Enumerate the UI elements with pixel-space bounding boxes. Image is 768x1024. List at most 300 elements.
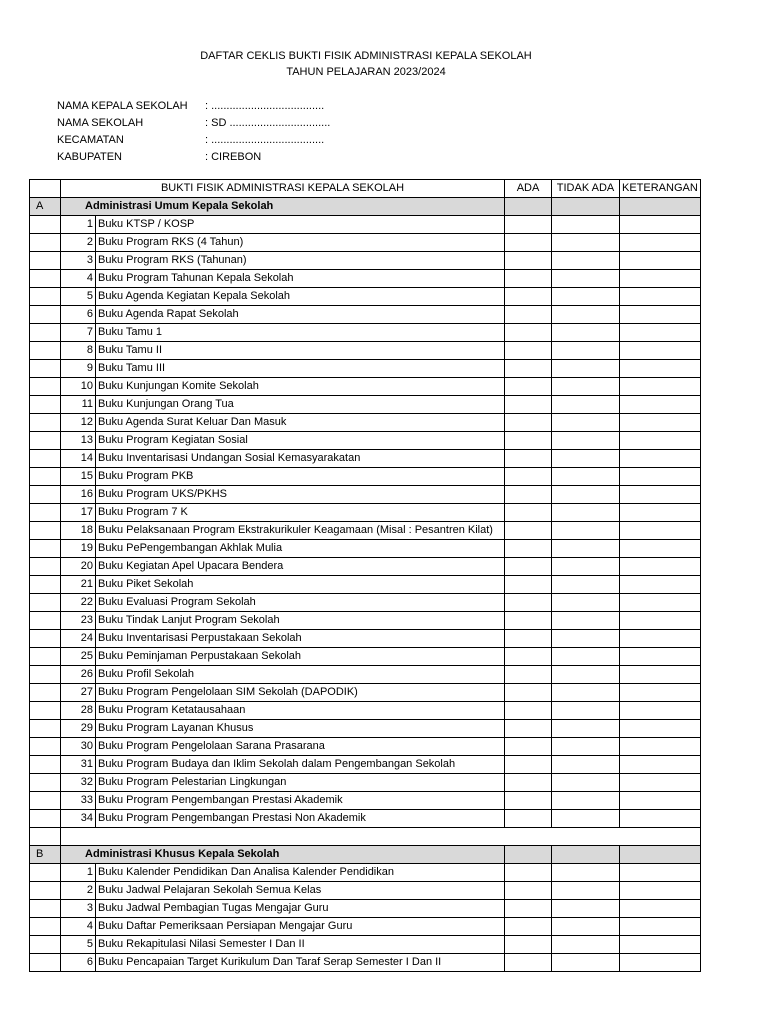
keterangan-cell[interactable]: [620, 702, 701, 720]
item-number: 33: [61, 792, 96, 810]
ada-cell[interactable]: [505, 900, 552, 918]
item-text: Buku Program PKB: [96, 468, 505, 486]
item-text: Buku Program Budaya dan Iklim Sekolah dalam Pengembangan Sekolah: [96, 756, 505, 774]
tidak-ada-cell[interactable]: [552, 558, 620, 576]
tidak-ada-cell[interactable]: [552, 882, 620, 900]
item-text: Buku Program RKS (4 Tahun): [96, 234, 505, 252]
section-row: [30, 846, 701, 864]
blank-cell: [30, 702, 61, 720]
item-number: 2: [61, 234, 96, 252]
ada-cell[interactable]: [505, 450, 552, 468]
tidak-ada-cell[interactable]: [552, 846, 620, 864]
section-letter: B: [30, 846, 61, 864]
keterangan-cell[interactable]: [620, 792, 701, 810]
keterangan-cell[interactable]: [620, 486, 701, 504]
item-text: Buku Program Ketatausahaan: [96, 702, 505, 720]
ada-cell[interactable]: [505, 342, 552, 360]
item-number: 25: [61, 648, 96, 666]
item-text: Buku Jadwal Pelajaran Sekolah Semua Kelas: [96, 882, 505, 900]
blank-cell: [30, 594, 61, 612]
item-text: Buku Pencapaian Target Kurikulum Dan Taraf Serap Semester I Dan II: [96, 954, 505, 972]
info-label: KECAMATAN: [57, 134, 124, 146]
blank-cell: [30, 828, 61, 846]
blank-cell: [30, 684, 61, 702]
keterangan-cell[interactable]: [620, 720, 701, 738]
item-number: 4: [61, 270, 96, 288]
ada-cell[interactable]: [505, 882, 552, 900]
item-text: Buku Rekapitulasi Nilasi Semester I Dan II: [96, 936, 505, 954]
tidak-ada-cell[interactable]: [552, 576, 620, 594]
section-row: [30, 198, 701, 216]
blank-cell: [30, 720, 61, 738]
table-row: [30, 648, 701, 666]
info-row-principal: [57, 98, 330, 115]
tidak-ada-cell[interactable]: [552, 666, 620, 684]
tidak-ada-cell[interactable]: [552, 522, 620, 540]
table-row: [30, 396, 701, 414]
tidak-ada-cell[interactable]: [552, 702, 620, 720]
item-number: 12: [61, 414, 96, 432]
document-subtitle: TAHUN PELAJARAN 2023/2024: [286, 66, 446, 78]
tidak-ada-cell[interactable]: [552, 900, 620, 918]
ada-cell[interactable]: [505, 288, 552, 306]
keterangan-cell[interactable]: [620, 522, 701, 540]
ada-cell[interactable]: [505, 576, 552, 594]
keterangan-cell[interactable]: [620, 864, 701, 882]
blank-cell: [30, 576, 61, 594]
tidak-ada-cell[interactable]: [552, 810, 620, 828]
blank-cell: [30, 306, 61, 324]
table-row: [30, 702, 701, 720]
table-row: [30, 684, 701, 702]
blank-cell: [30, 918, 61, 936]
keterangan-cell[interactable]: [620, 198, 701, 216]
blank-cell: [30, 522, 61, 540]
table-row: [30, 540, 701, 558]
blank-cell: [30, 432, 61, 450]
keterangan-cell[interactable]: [620, 342, 701, 360]
ada-cell[interactable]: [505, 684, 552, 702]
tidak-ada-cell[interactable]: [552, 234, 620, 252]
item-text: Buku Tindak Lanjut Program Sekolah: [96, 612, 505, 630]
item-number: 19: [61, 540, 96, 558]
tidak-ada-cell[interactable]: [552, 954, 620, 972]
ada-cell[interactable]: [505, 774, 552, 792]
blank-cell: [30, 270, 61, 288]
item-number: 6: [61, 954, 96, 972]
ada-cell[interactable]: [505, 756, 552, 774]
header-blank-cell: [30, 180, 61, 198]
ada-cell[interactable]: [505, 630, 552, 648]
ada-cell[interactable]: [505, 846, 552, 864]
tidak-ada-cell[interactable]: [552, 216, 620, 234]
blank-cell: [30, 666, 61, 684]
item-text: Buku Program Pengelolaan SIM Sekolah (DAPODIK): [96, 684, 505, 702]
ada-cell[interactable]: [505, 252, 552, 270]
tidak-ada-cell[interactable]: [552, 252, 620, 270]
item-number: 4: [61, 918, 96, 936]
tidak-ada-cell[interactable]: [552, 738, 620, 756]
table-row: [30, 378, 701, 396]
tidak-ada-cell[interactable]: [552, 198, 620, 216]
blank-cell: [30, 936, 61, 954]
ada-cell[interactable]: [505, 432, 552, 450]
keterangan-cell[interactable]: [620, 378, 701, 396]
blank-cell: [30, 252, 61, 270]
keterangan-cell[interactable]: [620, 882, 701, 900]
table-row: [30, 612, 701, 630]
table-row: [30, 360, 701, 378]
item-text: Buku Kunjungan Orang Tua: [96, 396, 505, 414]
item-number: 18: [61, 522, 96, 540]
item-number: 1: [61, 864, 96, 882]
item-number: 2: [61, 882, 96, 900]
info-value: : .....................................: [205, 134, 325, 146]
keterangan-cell[interactable]: [620, 414, 701, 432]
item-number: 16: [61, 486, 96, 504]
table-row: [30, 792, 701, 810]
table-row: [30, 936, 701, 954]
ada-cell[interactable]: [505, 720, 552, 738]
tidak-ada-cell[interactable]: [552, 468, 620, 486]
keterangan-cell[interactable]: [620, 648, 701, 666]
blank-cell: [30, 738, 61, 756]
item-text: Buku Kalender Pendidikan Dan Analisa Kalender Pendidikan: [96, 864, 505, 882]
keterangan-cell[interactable]: [620, 594, 701, 612]
keterangan-cell[interactable]: [620, 360, 701, 378]
header-keterangan: KETERANGAN: [620, 180, 701, 198]
ada-cell[interactable]: [505, 414, 552, 432]
tidak-ada-cell[interactable]: [552, 414, 620, 432]
keterangan-cell[interactable]: [620, 630, 701, 648]
tidak-ada-cell[interactable]: [552, 270, 620, 288]
blank-cell: [30, 504, 61, 522]
blank-cell: [30, 342, 61, 360]
keterangan-cell[interactable]: [620, 450, 701, 468]
item-text: Buku Tamu 1: [96, 324, 505, 342]
blank-cell: [30, 540, 61, 558]
blank-cell: [30, 792, 61, 810]
ada-cell[interactable]: [505, 486, 552, 504]
ada-cell[interactable]: [505, 540, 552, 558]
blank-cell: [30, 324, 61, 342]
table-row: [30, 486, 701, 504]
table-row: [30, 756, 701, 774]
ada-cell[interactable]: [505, 612, 552, 630]
tidak-ada-cell[interactable]: [552, 288, 620, 306]
table-row: [30, 288, 701, 306]
tidak-ada-cell[interactable]: [552, 648, 620, 666]
ada-cell[interactable]: [505, 954, 552, 972]
keterangan-cell[interactable]: [620, 612, 701, 630]
table-row: [30, 720, 701, 738]
item-number: 8: [61, 342, 96, 360]
blank-cell: [30, 450, 61, 468]
item-text: Buku Evaluasi Program Sekolah: [96, 594, 505, 612]
ada-cell[interactable]: [505, 234, 552, 252]
tidak-ada-cell[interactable]: [552, 630, 620, 648]
blank-cell: [30, 900, 61, 918]
tidak-ada-cell[interactable]: [552, 342, 620, 360]
item-text: Buku Program Pelestarian Lingkungan: [96, 774, 505, 792]
item-number: 32: [61, 774, 96, 792]
table-row: [30, 900, 701, 918]
tidak-ada-cell[interactable]: [552, 612, 620, 630]
table-row: [30, 774, 701, 792]
keterangan-cell[interactable]: [620, 234, 701, 252]
item-text: Buku Piket Sekolah: [96, 576, 505, 594]
keterangan-cell[interactable]: [620, 774, 701, 792]
table-row: [30, 558, 701, 576]
item-text: Buku Agenda Kegiatan Kepala Sekolah: [96, 288, 505, 306]
ada-cell[interactable]: [505, 378, 552, 396]
blank-cell: [30, 882, 61, 900]
item-text: Buku Daftar Pemeriksaan Persiapan Mengajar Guru: [96, 918, 505, 936]
info-label: NAMA SEKOLAH: [57, 117, 144, 129]
table-row: [30, 864, 701, 882]
ada-cell[interactable]: [505, 306, 552, 324]
tidak-ada-cell[interactable]: [552, 450, 620, 468]
table-row: [30, 324, 701, 342]
ada-cell[interactable]: [505, 918, 552, 936]
table-row: [30, 882, 701, 900]
item-text: Buku Kegiatan Apel Upacara Bendera: [96, 558, 505, 576]
blank-cell: [30, 216, 61, 234]
blank-cell: [30, 864, 61, 882]
tidak-ada-cell[interactable]: [552, 720, 620, 738]
item-text: Buku Program Pengembangan Prestasi Akademik: [96, 792, 505, 810]
item-number: 24: [61, 630, 96, 648]
item-text: Buku Tamu III: [96, 360, 505, 378]
keterangan-cell[interactable]: [620, 756, 701, 774]
blank-cell: [30, 810, 61, 828]
spacer-row: [30, 828, 701, 846]
blank-cell: [30, 630, 61, 648]
blank-cell: [30, 234, 61, 252]
blank-cell: [30, 468, 61, 486]
keterangan-cell[interactable]: [620, 810, 701, 828]
ada-cell[interactable]: [505, 396, 552, 414]
ada-cell[interactable]: [505, 666, 552, 684]
keterangan-cell[interactable]: [620, 738, 701, 756]
table-row: [30, 954, 701, 972]
ada-cell[interactable]: [505, 738, 552, 756]
info-value: : SD .................................: [205, 117, 331, 129]
table-row: [30, 666, 701, 684]
ada-cell[interactable]: [505, 864, 552, 882]
tidak-ada-cell[interactable]: [552, 594, 620, 612]
keterangan-cell[interactable]: [620, 216, 701, 234]
item-text: Buku KTSP / KOSP: [96, 216, 505, 234]
table-row: [30, 918, 701, 936]
blank-cell: [61, 828, 701, 846]
blank-cell: [30, 648, 61, 666]
item-number: 6: [61, 306, 96, 324]
keterangan-cell[interactable]: [620, 468, 701, 486]
blank-cell: [30, 774, 61, 792]
ada-cell[interactable]: [505, 810, 552, 828]
item-text: Buku Jadwal Pembagian Tugas Mengajar Guru: [96, 900, 505, 918]
ada-cell[interactable]: [505, 558, 552, 576]
tidak-ada-cell[interactable]: [552, 756, 620, 774]
table-row: [30, 234, 701, 252]
table-row: [30, 594, 701, 612]
blank-cell: [30, 414, 61, 432]
keterangan-cell[interactable]: [620, 270, 701, 288]
table-row: [30, 306, 701, 324]
keterangan-cell[interactable]: [620, 576, 701, 594]
keterangan-cell[interactable]: [620, 954, 701, 972]
item-number: 31: [61, 756, 96, 774]
ada-cell[interactable]: [505, 504, 552, 522]
ada-cell[interactable]: [505, 324, 552, 342]
tidak-ada-cell[interactable]: [552, 486, 620, 504]
table-row: [30, 414, 701, 432]
info-value: : .....................................: [205, 100, 325, 112]
keterangan-cell[interactable]: [620, 684, 701, 702]
keterangan-cell[interactable]: [620, 666, 701, 684]
tidak-ada-cell[interactable]: [552, 540, 620, 558]
ada-cell[interactable]: [505, 216, 552, 234]
blank-cell: [30, 558, 61, 576]
document-title: DAFTAR CEKLIS BUKTI FISIK ADMINISTRASI KEPALA SEKOLAH: [200, 50, 532, 62]
item-text: Buku Program UKS/PKHS: [96, 486, 505, 504]
keterangan-cell[interactable]: [620, 324, 701, 342]
ada-cell[interactable]: [505, 594, 552, 612]
item-number: 5: [61, 936, 96, 954]
tidak-ada-cell[interactable]: [552, 936, 620, 954]
ada-cell[interactable]: [505, 522, 552, 540]
tidak-ada-cell[interactable]: [552, 918, 620, 936]
header-tidak-ada: TIDAK ADA: [552, 180, 620, 198]
item-text: Buku Profil Sekolah: [96, 666, 505, 684]
keterangan-cell[interactable]: [620, 252, 701, 270]
tidak-ada-cell[interactable]: [552, 684, 620, 702]
ada-cell[interactable]: [505, 198, 552, 216]
blank-cell: [30, 612, 61, 630]
table-row: [30, 432, 701, 450]
item-number: 26: [61, 666, 96, 684]
item-text: Buku Agenda Rapat Sekolah: [96, 306, 505, 324]
item-number: 21: [61, 576, 96, 594]
keterangan-cell[interactable]: [620, 846, 701, 864]
table-row: [30, 504, 701, 522]
info-row-district: [57, 132, 330, 149]
ada-cell[interactable]: [505, 792, 552, 810]
ada-cell[interactable]: [505, 702, 552, 720]
ada-cell[interactable]: [505, 360, 552, 378]
item-text: Buku Program Tahunan Kepala Sekolah: [96, 270, 505, 288]
blank-cell: [30, 288, 61, 306]
item-text: Buku Inventarisasi Perpustakaan Sekolah: [96, 630, 505, 648]
item-text: Buku Program Layanan Khusus: [96, 720, 505, 738]
keterangan-cell[interactable]: [620, 504, 701, 522]
item-number: 7: [61, 324, 96, 342]
item-number: 15: [61, 468, 96, 486]
table-row: [30, 810, 701, 828]
blank-cell: [30, 396, 61, 414]
item-number: 29: [61, 720, 96, 738]
table-row: [30, 216, 701, 234]
keterangan-cell[interactable]: [620, 558, 701, 576]
item-number: 34: [61, 810, 96, 828]
blank-cell: [30, 954, 61, 972]
item-text: Buku Program Pengelolaan Sarana Prasarana: [96, 738, 505, 756]
tidak-ada-cell[interactable]: [552, 792, 620, 810]
tidak-ada-cell[interactable]: [552, 306, 620, 324]
keterangan-cell[interactable]: [620, 288, 701, 306]
item-number: 28: [61, 702, 96, 720]
item-number: 23: [61, 612, 96, 630]
tidak-ada-cell[interactable]: [552, 378, 620, 396]
table-row: [30, 450, 701, 468]
table-row: [30, 630, 701, 648]
tidak-ada-cell[interactable]: [552, 774, 620, 792]
item-number: 27: [61, 684, 96, 702]
keterangan-cell[interactable]: [620, 918, 701, 936]
blank-cell: [30, 360, 61, 378]
info-label: NAMA KEPALA SEKOLAH: [57, 100, 188, 112]
ada-cell[interactable]: [505, 936, 552, 954]
table-row: [30, 576, 701, 594]
item-number: 9: [61, 360, 96, 378]
ada-cell[interactable]: [505, 270, 552, 288]
keterangan-cell[interactable]: [620, 306, 701, 324]
section-title: Administrasi Khusus Kepala Sekolah: [61, 846, 505, 864]
item-text: Buku Program Pengembangan Prestasi Non Akademik: [96, 810, 505, 828]
section-title: Administrasi Umum Kepala Sekolah: [61, 198, 505, 216]
tidak-ada-cell[interactable]: [552, 324, 620, 342]
tidak-ada-cell[interactable]: [552, 360, 620, 378]
item-text: Buku Program Kegiatan Sosial: [96, 432, 505, 450]
item-text: Buku Inventarisasi Undangan Sosial Kemasyarakatan: [96, 450, 505, 468]
item-text: Buku Agenda Surat Keluar Dan Masuk: [96, 414, 505, 432]
ada-cell[interactable]: [505, 648, 552, 666]
item-number: 3: [61, 900, 96, 918]
keterangan-cell[interactable]: [620, 540, 701, 558]
item-text: Buku Pelaksanaan Program Ekstrakurikuler Keagamaan (Misal : Pesantren Kilat): [96, 522, 505, 540]
item-number: 11: [61, 396, 96, 414]
ada-cell[interactable]: [505, 468, 552, 486]
tidak-ada-cell[interactable]: [552, 432, 620, 450]
item-text: Buku Tamu II: [96, 342, 505, 360]
table-row: [30, 738, 701, 756]
item-text: Buku Kunjungan Komite Sekolah: [96, 378, 505, 396]
item-number: 1: [61, 216, 96, 234]
item-number: 30: [61, 738, 96, 756]
item-text: Buku Program RKS (Tahunan): [96, 252, 505, 270]
info-label: KABUPATEN: [57, 151, 122, 163]
tidak-ada-cell[interactable]: [552, 396, 620, 414]
item-number: 10: [61, 378, 96, 396]
table-row: [30, 252, 701, 270]
keterangan-cell[interactable]: [620, 936, 701, 954]
blank-cell: [30, 378, 61, 396]
info-row-school: [57, 115, 330, 132]
tidak-ada-cell[interactable]: [552, 504, 620, 522]
keterangan-cell[interactable]: [620, 900, 701, 918]
item-text: Buku Peminjaman Perpustakaan Sekolah: [96, 648, 505, 666]
section-letter: A: [30, 198, 61, 216]
header-ada: ADA: [505, 180, 552, 198]
info-value: : CIREBON: [205, 151, 262, 163]
tidak-ada-cell[interactable]: [552, 864, 620, 882]
keterangan-cell[interactable]: [620, 396, 701, 414]
item-number: 14: [61, 450, 96, 468]
keterangan-cell[interactable]: [620, 432, 701, 450]
item-number: 22: [61, 594, 96, 612]
table-row: [30, 522, 701, 540]
